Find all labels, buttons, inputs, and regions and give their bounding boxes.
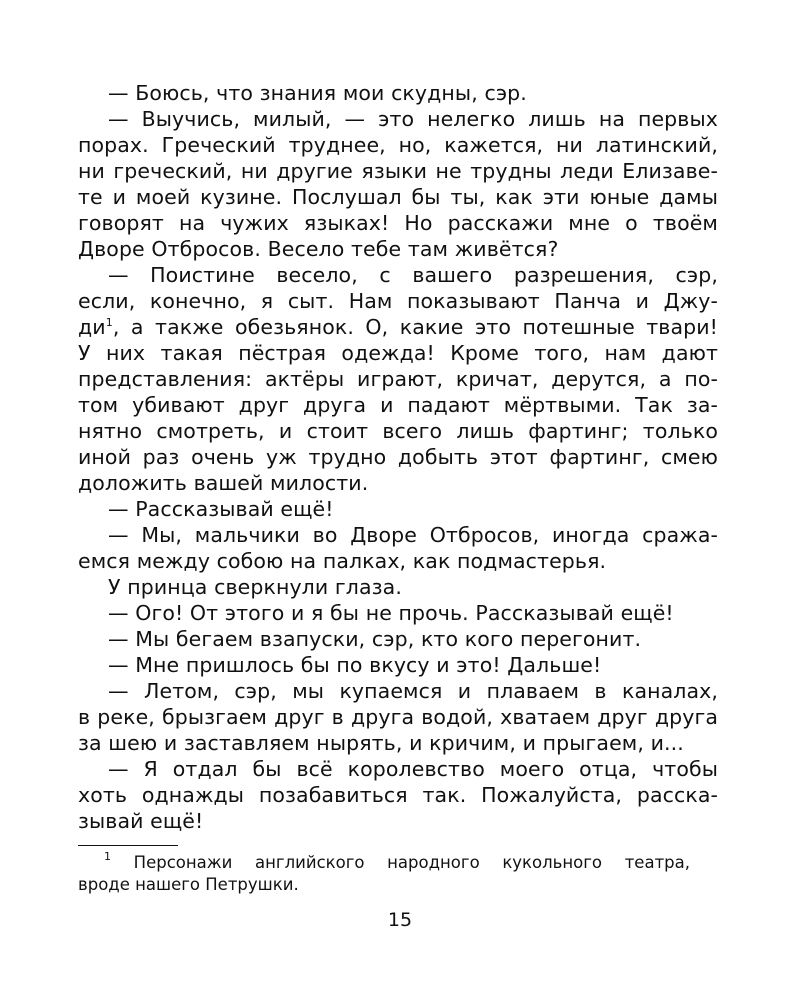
text-fragment: , а также обезьянок. О, какие это потешные твари! bbox=[112, 315, 718, 339]
text-line: — Я отдал бы всё королевство моего отца, чтобы bbox=[108, 757, 718, 781]
text-line: представления: актёры играют, кричат, дерутся, а по- bbox=[78, 367, 718, 391]
text-line: У них такая пёстрая одежда! Кроме того, нам дают bbox=[78, 341, 718, 365]
footnote-marker: 1 bbox=[105, 316, 113, 329]
text-line: — Боюсь, что знания мои скудны, сэр. bbox=[108, 81, 527, 105]
text-line: — Рассказывай ещё! bbox=[108, 497, 334, 521]
text-line: говорят на чужих языках! Но расскажи мне о твоём bbox=[78, 211, 718, 235]
text-fragment: ди bbox=[78, 315, 106, 339]
text-line: те и моей кузине. Послушал бы ты, как эти юные дамы bbox=[78, 185, 718, 209]
page-number: 15 bbox=[387, 909, 413, 931]
text-line: ни греческий, ни другие языки не трудны леди Елизаве- bbox=[78, 159, 718, 183]
text-line: — Мне пришлось бы по вкусу и это! Дальше! bbox=[108, 653, 602, 677]
text-line: — Выучись, милый, — это нелегко лишь на первых bbox=[108, 107, 718, 131]
text-line: если, конечно, я сыт. Нам показывают Панча и Джу- bbox=[78, 289, 718, 313]
text-line: — Мы, мальчики во Дворе Отбросов, иногда сража- bbox=[108, 523, 718, 547]
text-line: порах. Греческий труднее, но, кажется, ни латинский, bbox=[78, 133, 718, 157]
footnote-number: 1 bbox=[104, 850, 111, 863]
footnote-line bbox=[104, 852, 690, 874]
text-line: доложить вашей милости. bbox=[78, 471, 369, 495]
text-line: Дворе Отбросов. Весело тебе там живётся? bbox=[78, 237, 559, 261]
text-line: нятно смотреть, и стоит всего лишь фартинг; только bbox=[78, 419, 718, 443]
text-line: иной раз очень уж трудно добыть этот фартинг, смею bbox=[78, 445, 718, 469]
text-line: — Летом, сэр, мы купаемся и плаваем в каналах, bbox=[108, 679, 718, 703]
text-line: зывай ещё! bbox=[78, 809, 204, 833]
footnote-divider bbox=[78, 845, 178, 846]
text-line: в реке, брызгаем друг в друга водой, хватаем друг друга bbox=[78, 705, 718, 729]
footnote-line: вроде нашего Петрушки. bbox=[78, 875, 299, 894]
text-line-with-footnote bbox=[78, 314, 718, 340]
text-line: — Мы бегаем взапуски, сэр, кто кого перегонит. bbox=[108, 627, 642, 651]
text-line: хоть однажды позабавиться так. Пожалуйста, расска- bbox=[78, 783, 718, 807]
text-line: за шею и заставляем нырять, и кричим, и прыгаем, и... bbox=[78, 731, 684, 755]
text-line: том убивают друг друга и падают мёртвыми. Так за- bbox=[78, 393, 718, 417]
text-line: — Поистине весело, с вашего разрешения, сэр, bbox=[108, 263, 718, 287]
text-line: емся между собою на палках, как подмастерья. bbox=[78, 549, 607, 573]
text-line: — Ого! От этого и я бы не прочь. Рассказывай ещё! bbox=[108, 601, 674, 625]
footnote-text: Персонажи английского народного кукольного театра, bbox=[133, 853, 691, 872]
text-line: У принца сверкнули глаза. bbox=[108, 575, 402, 599]
